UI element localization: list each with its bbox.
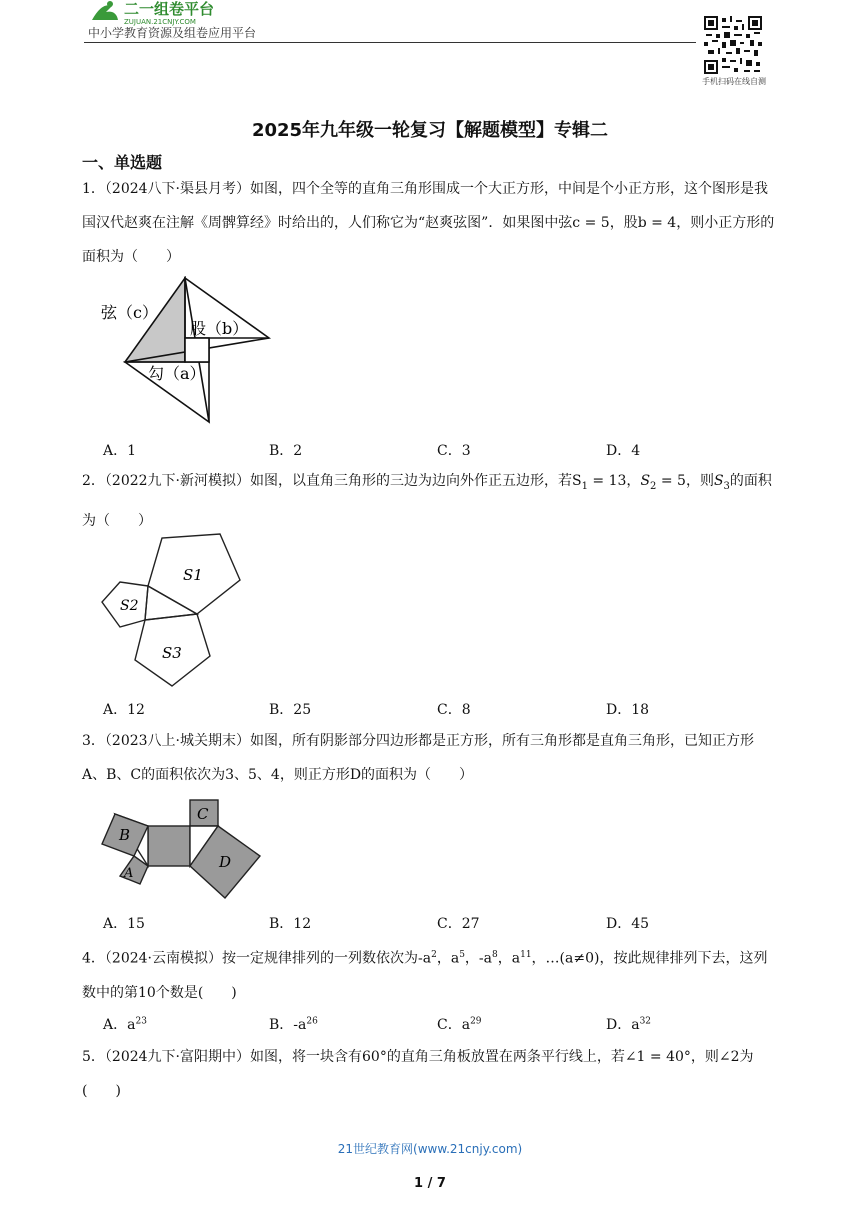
question-source: （2022九下·新河模拟）: [104, 473, 251, 489]
question-source: （2023八上·城关期末）: [104, 733, 251, 749]
label-c: C: [197, 805, 209, 823]
zhaoshuang-figure: [96, 276, 276, 428]
label-s2: S2: [120, 598, 139, 614]
label-long-leg: 股（b）: [190, 319, 249, 338]
logo-text: 二一组卷平台: [124, 0, 215, 18]
q1-option-c[interactable]: C．3: [437, 443, 471, 459]
question-source: （2024九下·富阳期中）: [104, 1049, 251, 1065]
q4-option-a[interactable]: A．$a^{23}$: [103, 1016, 147, 1033]
q4-option-d[interactable]: D．$a^{32}$: [606, 1016, 652, 1033]
question-4: 4．（2024·云南模拟）按一定规律排列的一列数依次为$-a^2$，$a^5$，$-a^8$，$a^{11}$，…(a≠0)，按此规律排列下去，这列数中的第10个数是( ): [82, 950, 768, 1001]
question-source: （2024八下·渠县月考）: [104, 181, 251, 197]
q2-option-d[interactable]: D．18: [606, 702, 650, 718]
label-d: D: [219, 853, 232, 871]
q3-option-a[interactable]: A．15: [103, 916, 145, 932]
label-s1: S1: [183, 566, 203, 584]
label-hypotenuse: 弦（c）: [101, 303, 158, 322]
qr-code[interactable]: [704, 16, 762, 74]
label-s3: S3: [162, 644, 182, 662]
header-subtitle: 中小学教育资源及组卷应用平台: [88, 26, 257, 40]
question-number: 5．: [82, 1049, 105, 1065]
q3-option-b[interactable]: B．12: [269, 916, 312, 932]
q1-option-d[interactable]: D．4: [606, 443, 641, 459]
page-title: 2025年九年级一轮复习【解题模型】专辑二: [251, 120, 609, 141]
q2-option-a[interactable]: A．12: [103, 702, 145, 718]
q2-option-b[interactable]: B．25: [269, 702, 312, 718]
q3-option-c[interactable]: C．27: [437, 916, 480, 932]
q4-option-b[interactable]: B．$-a^{26}$: [269, 1016, 318, 1033]
question-number: 3．: [82, 733, 105, 749]
q1-option-b[interactable]: B．2: [269, 443, 303, 459]
label-short-leg: 勾（a）: [148, 364, 206, 383]
question-number: 2．: [82, 473, 105, 489]
page-number: 1 / 7: [414, 1176, 446, 1191]
q4-option-c[interactable]: C．$a^{29}$: [437, 1016, 482, 1033]
footer-link[interactable]: 21世纪教育网(www.21cnjy.com): [337, 1142, 523, 1156]
pentagon-figure: [100, 530, 245, 690]
question-1: [82, 172, 776, 274]
question-5: 5．（2024九下·富阳期中）如图，将一块含有60°的直角三角板放置在两条平行线上，若∠1 = 40°，则∠2为( ): [82, 1049, 754, 1099]
q3-option-d[interactable]: D．45: [606, 916, 650, 932]
q1-option-a[interactable]: A．1: [103, 443, 137, 459]
label-a: A: [124, 866, 134, 881]
question-3: [82, 724, 776, 792]
question-number: 1．: [82, 181, 105, 197]
qr-caption: 手机扫码在线自测: [702, 77, 766, 86]
question-2: 2．（2022九下·新河模拟）如图，以直角三角形的三边为边向外作正五边形，若$S_1 = 13$，$S_2 = 5$，则$S_3$的面积为（ ）: [82, 473, 772, 529]
question-number: 4．: [82, 950, 105, 967]
label-b: B: [119, 826, 131, 844]
platform-logo: [88, 0, 278, 26]
header-rule: [84, 42, 696, 43]
question-text: 如图，所有阴影部分四边形都是正方形，所有三角形都是直角三角形，已知正方形A、B、C的面积依次为3、5、4，则正方形D的面积为（ ）: [82, 733, 755, 783]
q2-option-c[interactable]: C．8: [437, 702, 471, 718]
question-text: 如图，以直角三角形的三边为边向外作正五边形，若S: [250, 473, 582, 489]
question-text: 如图，四个全等的直角三角形围成一个大正方形，中间是个小正方形，这个图形是我国汉代赵爽在注解《周髀算经》时给出的，人们称它为“赵爽弦图”．如果图中弦c = 5，股b = 4，则小正方形的面积为（ ）: [82, 181, 775, 265]
section-heading: 一、单选题: [82, 153, 163, 172]
squares-figure: [100, 794, 265, 900]
question-source: （2024·云南模拟）: [104, 950, 223, 967]
logo-sub: ZUJUAN.21CNJY.COM: [124, 18, 196, 26]
